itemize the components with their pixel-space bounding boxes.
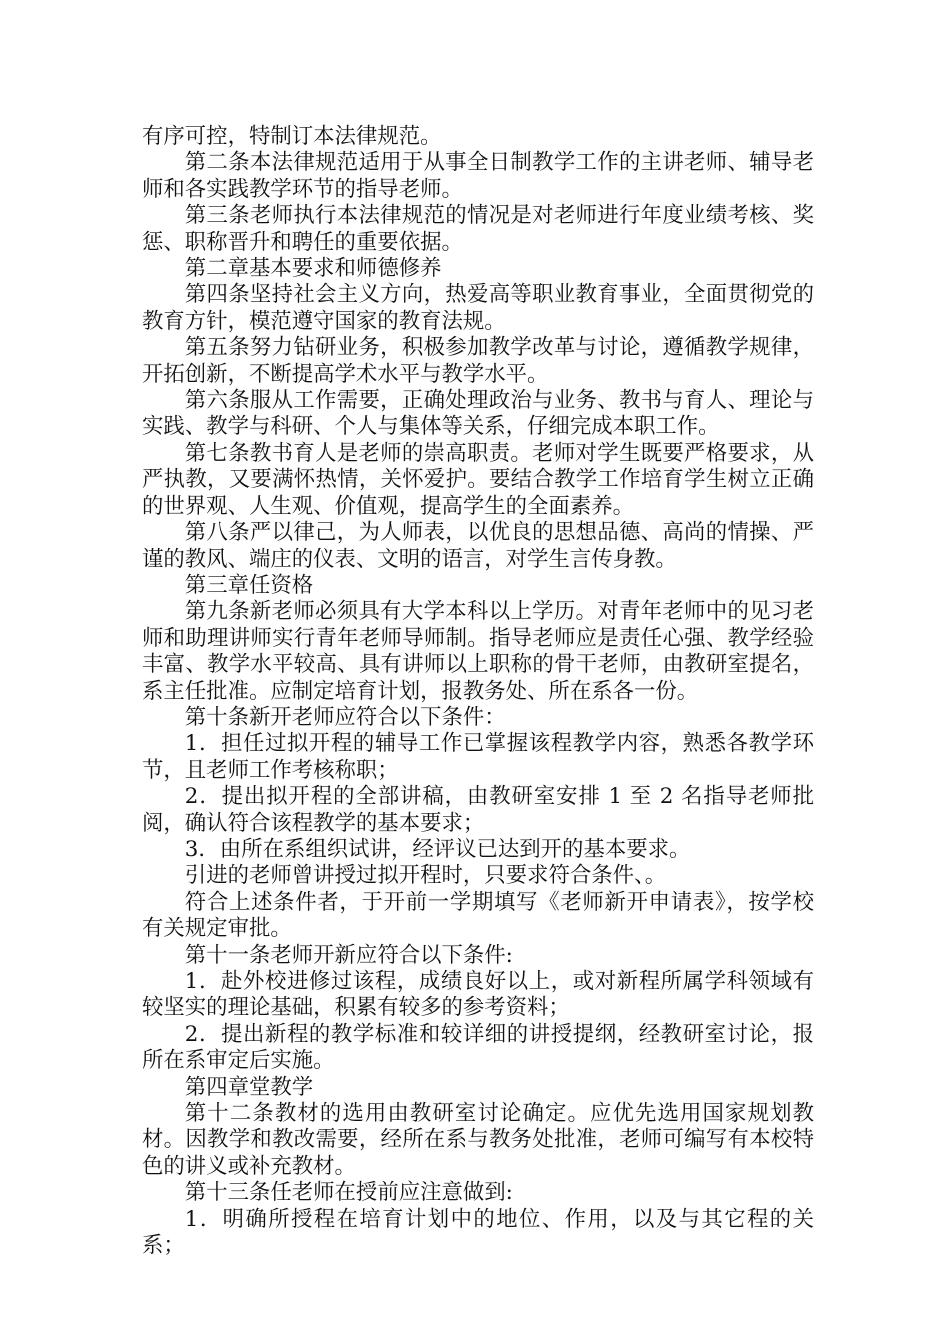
article-5: 第五条努力钻研业务，积极参加教学改革与讨论，遵循教学规律，开拓创新，不断提高学术水平与教学水平。: [142, 335, 814, 387]
article-11-item-1: 1．赴外校进修过该程，成绩良好以上，或对新程所属学科领域有较坚实的理论基础，积累有较多的参考资料；: [142, 969, 814, 1021]
article-10-note: 引进的老师曾讲授过拟开程时，只要求符合条件、。: [184, 863, 667, 889]
article-10: 第十条新开老师应符合以下条件：: [184, 704, 506, 730]
article-2: 第二条本法律规范适用于从事全日制教学工作的主讲老师、辅导老师和各实践教学环节的指导老师。: [142, 150, 814, 202]
document-body: [142, 124, 814, 1259]
article-8: 第八条严以律己，为人师表，以优良的思想品德、高尚的情操、严谨的教风、端庄的仪表、文明的语言，对学生言传身教。: [142, 520, 814, 572]
article-10-item-2: 2．提出拟开程的全部讲稿，由教研室安排 1 至 2 名指导老师批阅，确认符合该程教学的基本要求；: [142, 784, 814, 836]
article-11: 第十一条老师开新应符合以下条件:: [184, 942, 513, 968]
chapter-4-heading: 第四章堂教学: [184, 1074, 314, 1100]
chapter-2-heading: 第二章基本要求和师德修养: [184, 256, 442, 282]
article-3: 第三条老师执行本法律规范的情况是对老师进行年度业绩考核、奖惩、职称晋升和聘任的重要依据。: [142, 203, 814, 255]
paragraph-continuation: 有序可控，特制订本法律规范。: [142, 124, 442, 149]
article-6: 第六条服从工作需要，正确处理政治与业务、教书与育人、理论与实践、教学与科研、个人与集体等关系，仔细完成本职工作。: [142, 388, 814, 440]
article-10-item-1: 1．担任过拟开程的辅导工作已掌握该程教学内容，熟悉各教学环节，且老师工作考核称职；: [142, 731, 814, 783]
article-11-item-2: 2．提出新程的教学标准和较详细的讲授提纲，经教研室讨论，报所在系审定后实施。: [142, 1021, 814, 1074]
article-13-item-1: 1．明确所授程在培育计划中的地位、作用，以及与其它程的关系；: [142, 1206, 814, 1259]
chapter-3-heading: 第三章任资格: [184, 572, 314, 598]
article-4: 第四条坚持社会主义方向，热爱高等职业教育事业，全面贯彻党的教育方针，模范遵守国家的教育法规。: [142, 282, 814, 334]
article-10-approval: 符合上述条件者，于开前一学期填写《老师新开申请表》，按学校有关规定审批。: [142, 889, 814, 942]
article-12: 第十二条教材的选用由教研室讨论确定。应优先选用国家规划教材。因教学和教改需要，经所在系与教务处批准，老师可编写有本校特色的讲义或补充教材。: [142, 1101, 814, 1179]
article-10-item-3: 3．由所在系组织试讲，经评议已达到开的基本要求。: [184, 836, 691, 862]
article-7: 第七条教书育人是老师的崇高职责。老师对学生既要严格要求，从严执教，又要满怀热情，关怀爱护。要结合教学工作培育学生树立正确的世界观、人生观、价值观，提高学生的全面素养。: [142, 440, 814, 519]
article-13: 第十三条任老师在授前应注意做到:: [184, 1180, 513, 1206]
article-9: 第九条新老师必须具有大学本科以上学历。对青年老师中的见习老师和助理讲师实行青年老师导师制。指导老师应是责任心强、教学经验丰富、教学水平较高、具有讲师以上职称的骨干老师，由教研室提名，系主任批准。应制定培育计划，报教务处、所在系各一份。: [142, 599, 814, 704]
